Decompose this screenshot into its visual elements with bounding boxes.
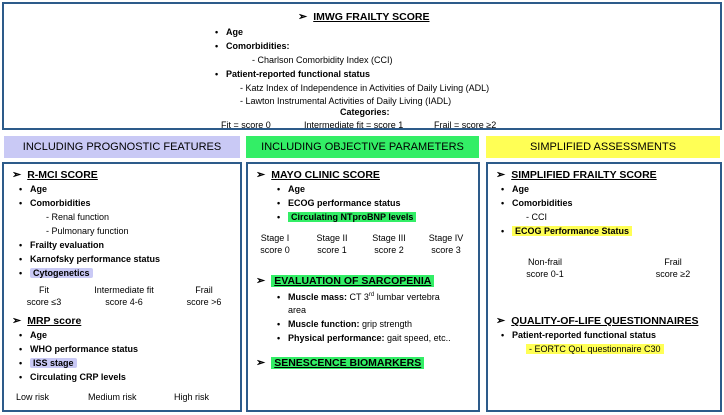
- muscle-function-label: Muscle function:: [288, 319, 360, 329]
- arrow-icon: ➢: [496, 169, 506, 181]
- sfs-frail: [638, 256, 708, 280]
- rmci-cat-fit-label: Fit: [39, 285, 49, 295]
- mayo-stage-3: [364, 232, 414, 256]
- qol-title: QUALITY-OF-LIFE QUESTIONNAIRES: [511, 315, 699, 327]
- muscle-mass-pre: CT 3: [349, 292, 369, 302]
- mrp-medium-risk: Medium risk: [88, 392, 137, 402]
- imwg-cat-fit: Fit = score 0: [221, 120, 271, 130]
- left-column-box: [2, 162, 242, 412]
- mrp-title-row: [12, 314, 81, 327]
- muscle-function-value: grip strength: [359, 319, 413, 329]
- imwg-age: • Age: [226, 27, 243, 37]
- mrp-low-risk: Low risk: [16, 392, 50, 402]
- mayo-age: • Age: [288, 184, 305, 194]
- rmci-cat-frail: [174, 284, 234, 308]
- mrp-title: MRP score: [27, 315, 82, 327]
- rmci-cat-frail-label: Frail: [195, 285, 213, 295]
- mayo-title-row: [256, 168, 380, 181]
- rmci-comorbidities: • Comorbidities: [30, 198, 91, 208]
- mayo-stage-1: [250, 232, 300, 256]
- mrp-crp: • Circulating CRP levels: [30, 372, 126, 382]
- senescence-title-row: [256, 356, 424, 369]
- sarcopenia-title-row: [256, 274, 434, 287]
- imwg-frailty-box: [2, 2, 722, 130]
- imwg-comorbidities: • Comorbidities:: [226, 41, 290, 51]
- arrow-icon: ➢: [298, 11, 308, 23]
- right-column-header: SIMPLIFIED ASSESSMENTS: [486, 136, 720, 158]
- sarc-muscle-function: [288, 319, 412, 329]
- qol-prf: • Patient-reported functional status: [512, 330, 656, 340]
- rmci-age: • Age: [30, 184, 47, 194]
- mayo-stage-3-score: score 2: [374, 245, 404, 255]
- right-column-box: [486, 162, 722, 412]
- rmci-cat-fit-score: score ≤3: [26, 297, 62, 307]
- muscle-mass-value: [350, 292, 440, 302]
- arrow-icon: ➢: [256, 169, 266, 181]
- mrp-age: • Age: [30, 330, 47, 340]
- sfs-cci: - CCI: [526, 212, 547, 222]
- mayo-stage-4-score: score 3: [431, 245, 461, 255]
- senescence-title: SENESCENCE BIOMARKERS: [271, 357, 424, 369]
- rmci-cat-intermediate-label: Intermediate fit: [94, 285, 154, 295]
- sfs-nonfrail-label: Non-frail: [527, 257, 562, 267]
- mayo-stage-4: [421, 232, 471, 256]
- mid-column-header: INCLUDING OBJECTIVE PARAMETERS: [246, 136, 479, 158]
- sarcopenia-title: EVALUATION OF SARCOPENIA: [271, 275, 434, 287]
- mayo-stage-3-label: Stage III: [372, 233, 406, 243]
- mrp-who: • WHO performance status: [30, 344, 138, 354]
- sfs-title-row: [496, 168, 657, 181]
- arrow-icon: ➢: [256, 357, 266, 369]
- imwg-cat-intermediate: Intermediate fit = score 1: [304, 120, 404, 130]
- imwg-iadl: - Lawton Instrumental Activities of Daily Living (IADL): [240, 96, 452, 106]
- rmci-frailty: • Frailty evaluation: [30, 240, 104, 250]
- mayo-stage-2-label: Stage II: [316, 233, 348, 243]
- sfs-age: • Age: [512, 184, 529, 194]
- rmci-renal: - Renal function: [46, 212, 110, 222]
- sfs-comorbidities: • Comorbidities: [512, 198, 573, 208]
- qol-eortc: [526, 344, 664, 354]
- mrp-iss: [30, 358, 77, 368]
- imwg-cat-frail: Frail = score ≥2: [434, 120, 497, 130]
- rmci-cat-intermediate: [84, 284, 164, 308]
- muscle-mass-label: Muscle mass:: [288, 292, 348, 302]
- imwg-prf: • Patient-reported functional status: [226, 69, 370, 79]
- sarc-muscle-mass-line2: area: [288, 305, 307, 315]
- mayo-ntprobnp: [288, 212, 416, 222]
- imwg-title-row: [298, 10, 430, 23]
- mrp-high-risk: High risk: [174, 392, 210, 402]
- arrow-icon: ➢: [496, 315, 506, 327]
- mayo-title: MAYO CLINIC SCORE: [271, 169, 380, 181]
- mayo-stage-1-score: score 0: [260, 245, 290, 255]
- muscle-mass-sup: rd: [368, 292, 375, 298]
- sfs-frail-score: score ≥2: [655, 269, 691, 279]
- physical-value: gait speed, etc..: [384, 333, 451, 343]
- qol-title-row: [496, 314, 698, 327]
- sfs-nonfrail: [510, 256, 580, 280]
- mayo-stage-1-label: Stage I: [260, 233, 290, 243]
- imwg-cci: - Charlson Comorbidity Index (CCI): [252, 55, 393, 65]
- cytogenetics-highlight: Cytogenetics: [30, 268, 93, 278]
- sfs-title: SIMPLIFIED FRAILTY SCORE: [511, 169, 657, 181]
- mayo-ecog: • ECOG performance status: [288, 198, 401, 208]
- mayo-stage-2-score: score 1: [317, 245, 347, 255]
- mayo-stage-2: [307, 232, 357, 256]
- mayo-stage-4-label: Stage IV: [428, 233, 464, 243]
- sarc-muscle-mass: [288, 292, 440, 302]
- sfs-nonfrail-score: score 0-1: [526, 269, 564, 279]
- sfs-ecog: [512, 226, 632, 236]
- rmci-karnofsky: • Karnofsky performance status: [30, 254, 160, 264]
- rmci-cat-fit: [14, 284, 74, 308]
- left-column-header: INCLUDING PROGNOSTIC FEATURES: [4, 136, 240, 158]
- arrow-icon: ➢: [12, 169, 22, 181]
- imwg-adl: - Katz Index of Independence in Activities of Daily Living (ADL): [240, 83, 490, 93]
- ecog-highlight: ECOG Performance Status: [512, 226, 632, 236]
- arrow-icon: ➢: [256, 275, 266, 287]
- eortc-highlight: - EORTC QoL questionnaire C30: [526, 344, 664, 354]
- physical-label: Physical performance:: [288, 333, 385, 343]
- muscle-mass-post: lumbar vertebra: [374, 292, 440, 302]
- rmci-cat-intermediate-score: score 4-6: [105, 297, 143, 307]
- ntprobnp-highlight: Circulating NTproBNP levels: [288, 212, 416, 222]
- iss-highlight: ISS stage: [30, 358, 77, 368]
- rmci-title: R-MCI SCORE: [27, 169, 98, 181]
- sfs-frail-label: Frail: [664, 257, 682, 267]
- rmci-cytogenetics: [30, 268, 93, 278]
- rmci-pulmonary: - Pulmonary function: [46, 226, 129, 236]
- mid-column-box: [246, 162, 480, 412]
- rmci-cat-frail-score: score >6: [186, 297, 222, 307]
- imwg-title: IMWG FRAILTY SCORE: [313, 11, 430, 23]
- arrow-icon: ➢: [12, 315, 22, 327]
- imwg-categories-label: Categories:: [340, 107, 390, 117]
- rmci-title-row: [12, 168, 98, 181]
- sarc-physical: [288, 333, 451, 343]
